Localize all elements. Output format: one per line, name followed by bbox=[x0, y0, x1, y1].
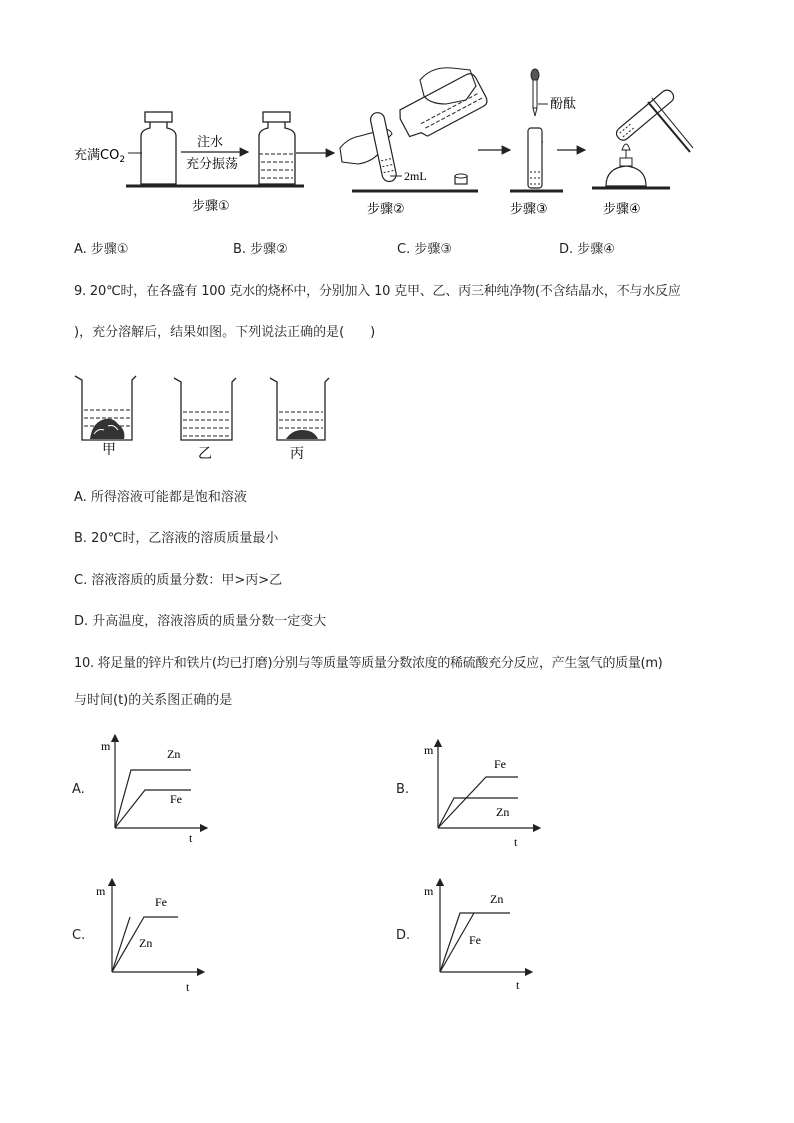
q8-option-c: C. 步骤③ bbox=[397, 242, 452, 257]
graph-b-option: B. bbox=[396, 782, 410, 797]
graph-d-lower-label: Fe bbox=[469, 933, 481, 947]
bottle-with-water bbox=[259, 112, 295, 184]
graph-c bbox=[92, 875, 212, 995]
graph-a-x-label: t bbox=[189, 831, 193, 845]
beaker-jia bbox=[75, 376, 136, 440]
q8-option-b: B. 步骤② bbox=[233, 242, 288, 257]
step3-diagram bbox=[510, 69, 576, 217]
graph-b-y-label: m bbox=[424, 743, 434, 757]
beaker-yi bbox=[174, 378, 236, 440]
step2-diagram bbox=[340, 68, 489, 217]
q9-stem-line1: 9. 20℃时，在各盛有 100 克水的烧杯中，分别加入 10 克甲、乙、丙三种纯净物(不含结晶水，不与水反应 bbox=[74, 284, 681, 299]
beakers-figure bbox=[60, 368, 350, 468]
graph-d-upper-label: Zn bbox=[490, 892, 504, 906]
graph-c-y-label: m bbox=[96, 884, 106, 898]
graph-b-lower-label: Zn bbox=[496, 805, 510, 819]
q9-stem-line2: )，充分溶解后，结果如图。下列说法正确的是( ) bbox=[74, 325, 376, 340]
graph-d-option: D. bbox=[396, 928, 411, 943]
graph-b bbox=[418, 730, 548, 850]
q9-option-d: D. 升高温度，溶液溶质的质量分数一定变大 bbox=[74, 614, 327, 629]
beaker-bing bbox=[270, 378, 329, 440]
q9-option-a: A. 所得溶液可能都是饱和溶液 bbox=[74, 490, 247, 505]
beaker-label-jia: 甲 bbox=[102, 442, 116, 458]
arrow-label-top: 注水 bbox=[197, 135, 224, 150]
q9-option-b: B. 20℃时，乙溶液的溶质质量最小 bbox=[74, 531, 279, 546]
step4-label: 步骤④ bbox=[603, 202, 641, 217]
q10-stem-line1: 10. 将足量的锌片和铁片(均已打磨)分别与等质量等质量分数浓度的稀硫酸充分反应，产生氢气的质量(m) bbox=[74, 656, 663, 671]
beaker-label-bing: 丙 bbox=[290, 446, 304, 462]
precipitate-jia bbox=[90, 419, 124, 439]
step3-label: 步骤③ bbox=[510, 202, 548, 217]
step1-diagram bbox=[74, 112, 304, 214]
graph-c-lower-label: Zn bbox=[139, 936, 153, 950]
graph-b-upper-label: Fe bbox=[494, 757, 506, 771]
graph-c-lower-line bbox=[112, 917, 130, 972]
graph-a-option: A. bbox=[72, 782, 85, 797]
step1-label: 步骤① bbox=[192, 199, 230, 214]
experiment-steps-figure bbox=[0, 0, 794, 230]
q10-stem-line2: 与时间(t)的关系图正确的是 bbox=[74, 693, 233, 708]
step2-label: 步骤② bbox=[367, 202, 405, 217]
q9-option-c: C. 溶液溶质的质量分数：甲>丙>乙 bbox=[74, 573, 283, 588]
reagent-label: 酚酞 bbox=[550, 97, 577, 112]
q8-option-d: D. 步骤④ bbox=[559, 242, 615, 257]
bottle-empty bbox=[141, 112, 176, 184]
graph-c-upper-label: Fe bbox=[155, 895, 167, 909]
graph-d bbox=[420, 875, 540, 995]
step4-diagram bbox=[592, 88, 693, 217]
graph-b-upper-line bbox=[438, 777, 518, 828]
graph-c-x-label: t bbox=[186, 980, 190, 994]
stopper bbox=[455, 174, 467, 184]
q8-option-a: A. 步骤① bbox=[74, 242, 129, 257]
graph-d-x-label: t bbox=[516, 978, 520, 992]
graph-a-lower-label: Fe bbox=[170, 792, 182, 806]
volume-label: 2mL bbox=[404, 169, 427, 183]
graph-a bbox=[95, 730, 215, 850]
graph-b-x-label: t bbox=[514, 835, 518, 849]
step1-filled-label: 充满$CO_2$ bbox=[74, 148, 126, 165]
precipitate-bing bbox=[286, 430, 318, 439]
graph-d-y-label: m bbox=[424, 884, 434, 898]
graph-c-option: C. bbox=[72, 928, 86, 943]
graph-a-y-label: m bbox=[101, 739, 111, 753]
arrow-label-bottom: 充分振荡 bbox=[186, 157, 239, 172]
graph-a-upper-label: Zn bbox=[167, 747, 181, 761]
beaker-label-yi: 乙 bbox=[198, 446, 212, 462]
